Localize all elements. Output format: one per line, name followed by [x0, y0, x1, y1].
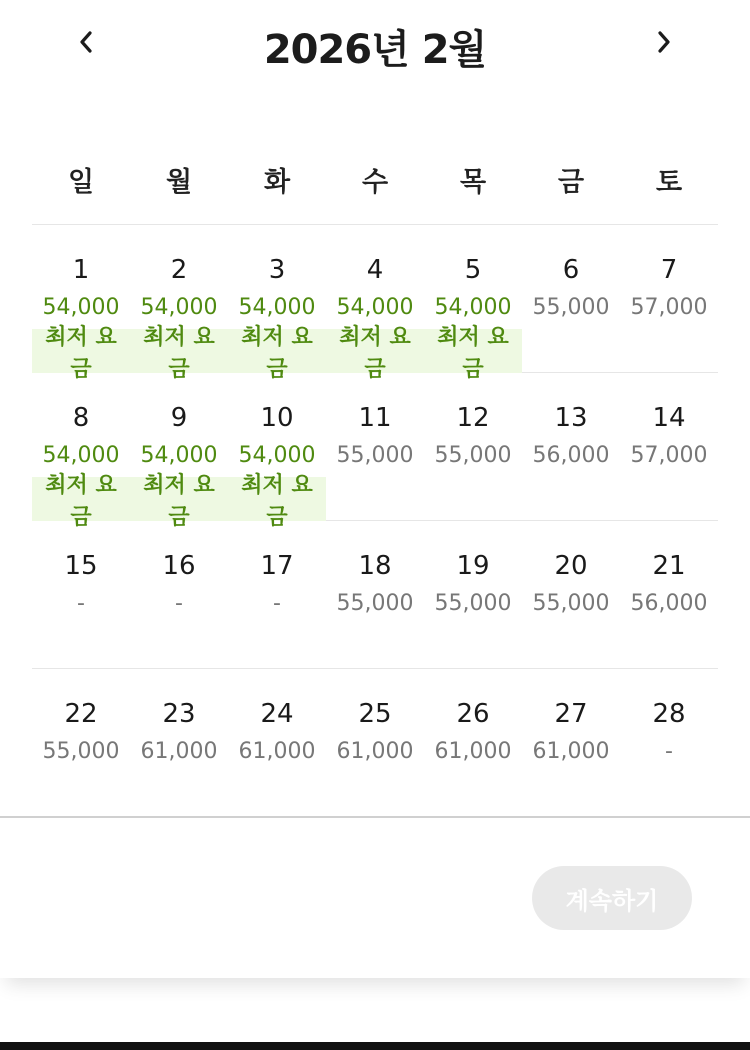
date-number: 12	[456, 403, 490, 433]
date-cell[interactable]	[522, 225, 620, 372]
date-cell[interactable]	[326, 225, 424, 382]
footer-panel	[0, 818, 750, 978]
date-price: 57,000	[630, 295, 708, 320]
date-number: 10	[260, 403, 294, 433]
date-price: 57,000	[630, 443, 708, 468]
date-number: 27	[554, 699, 588, 729]
date-cell[interactable]	[522, 373, 620, 520]
date-price: -	[77, 591, 85, 616]
date-cell[interactable]	[228, 225, 326, 382]
weekday-tue: 화	[263, 167, 291, 198]
bottom-bar	[0, 1042, 750, 1050]
lowest-price-tag: 최저 요금	[339, 325, 411, 382]
weekday-mon: 월	[165, 167, 193, 198]
date-number: 2	[170, 255, 188, 285]
date-price: -	[665, 739, 673, 764]
date-price: 54,000	[238, 295, 316, 320]
date-cell[interactable]	[424, 521, 522, 668]
date-cell[interactable]	[620, 521, 718, 668]
date-cell[interactable]	[32, 225, 130, 382]
date-cell[interactable]	[32, 373, 130, 530]
date-number: 17	[260, 551, 294, 581]
date-number: 7	[660, 255, 678, 285]
date-cell[interactable]	[228, 669, 326, 816]
date-cell[interactable]	[32, 521, 130, 668]
chevron-right-icon	[655, 30, 673, 54]
date-number: 4	[366, 255, 384, 285]
week-row	[32, 521, 718, 669]
date-price: 56,000	[630, 591, 708, 616]
date-price: 54,000	[434, 295, 512, 320]
weekday-wed: 수	[361, 167, 389, 198]
date-price: 55,000	[336, 443, 414, 468]
date-cell[interactable]	[130, 669, 228, 816]
date-number: 25	[358, 699, 392, 729]
date-number: 13	[554, 403, 588, 433]
calendar-grid	[32, 225, 718, 816]
continue-button[interactable]: 계속하기	[532, 866, 692, 930]
calendar-header	[0, 0, 750, 110]
date-number: 9	[170, 403, 188, 433]
date-price: 55,000	[532, 591, 610, 616]
date-price: 54,000	[140, 295, 218, 320]
date-price: 61,000	[238, 739, 316, 764]
week-row	[32, 373, 718, 530]
date-cell[interactable]	[620, 225, 718, 372]
date-number: 21	[652, 551, 686, 581]
date-price: 61,000	[336, 739, 414, 764]
date-cell[interactable]	[620, 373, 718, 520]
lowest-price-tag: 최저 요금	[45, 325, 117, 382]
lowest-price-tag: 최저 요금	[143, 325, 215, 382]
date-cell[interactable]	[32, 669, 130, 816]
date-price: 55,000	[434, 591, 512, 616]
date-price: 61,000	[532, 739, 610, 764]
date-number: 24	[260, 699, 294, 729]
date-price: 55,000	[336, 591, 414, 616]
date-price: 56,000	[532, 443, 610, 468]
date-price: 55,000	[42, 739, 120, 764]
weekday-header-row	[32, 160, 718, 204]
weekday-sat: 토	[655, 167, 683, 198]
date-cell[interactable]	[424, 225, 522, 382]
weekday-fri: 금	[557, 167, 585, 198]
date-cell[interactable]	[228, 373, 326, 530]
month-title: 2026년 2월	[263, 27, 487, 73]
lowest-price-tag: 최저 요금	[241, 473, 313, 530]
date-price: 55,000	[434, 443, 512, 468]
date-price: 54,000	[42, 443, 120, 468]
date-cell[interactable]	[424, 373, 522, 520]
date-cell[interactable]	[326, 373, 424, 520]
date-price: -	[273, 591, 281, 616]
date-price: 54,000	[42, 295, 120, 320]
date-number: 20	[554, 551, 588, 581]
date-number: 28	[652, 699, 686, 729]
lowest-price-tag: 최저 요금	[45, 473, 117, 530]
date-price: 54,000	[140, 443, 218, 468]
date-number: 5	[464, 255, 482, 285]
date-number: 1	[72, 255, 90, 285]
date-number: 18	[358, 551, 392, 581]
weekday-sun: 일	[67, 167, 95, 198]
weekday-thu: 목	[459, 167, 487, 198]
date-number: 14	[652, 403, 686, 433]
date-cell[interactable]	[326, 669, 424, 816]
date-cell[interactable]	[620, 669, 718, 816]
date-number: 6	[562, 255, 580, 285]
date-cell[interactable]	[522, 521, 620, 668]
date-price: 61,000	[434, 739, 512, 764]
lowest-price-tag: 최저 요금	[241, 325, 313, 382]
date-number: 23	[162, 699, 196, 729]
date-cell[interactable]	[130, 225, 228, 382]
date-number: 3	[268, 255, 286, 285]
lowest-price-tag: 최저 요금	[437, 325, 509, 382]
week-row	[32, 669, 718, 816]
date-price: 61,000	[140, 739, 218, 764]
date-number: 19	[456, 551, 490, 581]
date-number: 11	[358, 403, 392, 433]
date-number: 26	[456, 699, 490, 729]
lowest-price-tag: 최저 요금	[143, 473, 215, 530]
date-price: 54,000	[336, 295, 414, 320]
next-month-button[interactable]	[644, 22, 684, 62]
date-cell[interactable]	[130, 521, 228, 668]
date-cell[interactable]	[228, 521, 326, 668]
date-number: 22	[64, 699, 98, 729]
date-cell[interactable]	[326, 521, 424, 668]
date-number: 15	[64, 551, 98, 581]
date-cell[interactable]	[424, 669, 522, 816]
date-cell[interactable]	[522, 669, 620, 816]
week-row	[32, 225, 718, 382]
date-number: 16	[162, 551, 196, 581]
date-price: -	[175, 591, 183, 616]
date-number: 8	[72, 403, 90, 433]
date-price: 55,000	[532, 295, 610, 320]
date-cell[interactable]	[130, 373, 228, 530]
date-price: 54,000	[238, 443, 316, 468]
